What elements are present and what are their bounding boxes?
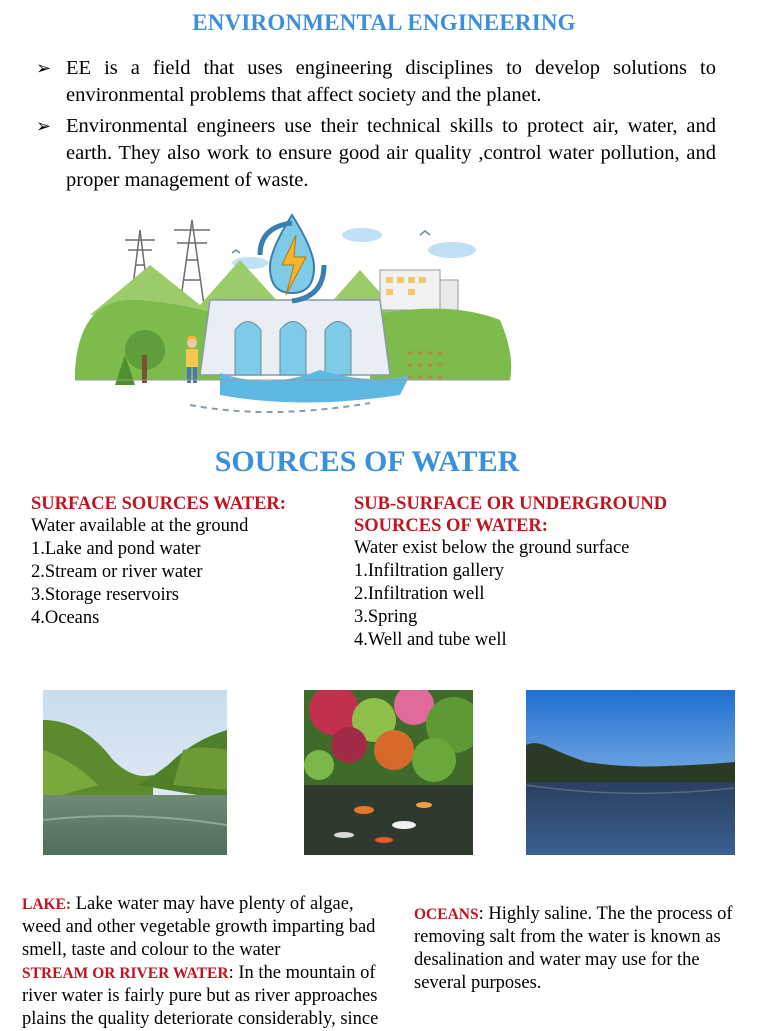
subsurface-sources-column: [354, 493, 734, 652]
list-item: 2.Infiltration well: [354, 584, 485, 604]
list-item: 1.Infiltration gallery: [354, 561, 505, 581]
section-title: SOURCES OF WATER: [214, 445, 520, 478]
bullet-item: [36, 113, 716, 194]
oceans-label: OCEANS: [414, 906, 479, 923]
lake-photo: [526, 690, 735, 855]
surface-intro: Water available at the ground: [31, 516, 249, 536]
list-item: 2.Stream or river water: [31, 562, 203, 582]
surface-heading: SURFACE SOURCES WATER:: [31, 494, 286, 514]
arrow-bullet-icon: ➢: [36, 58, 52, 79]
list-item: 4.Well and tube well: [354, 630, 507, 650]
list-item: 4.Oceans: [31, 608, 100, 628]
lake-text: Lake water may have plenty of algae, weed and other vegetable growth imparting bad smell, taste and colour to the water: [22, 894, 376, 960]
river-valley-photo: [43, 690, 227, 855]
bullet-text: Environmental engineers use their technical skills to protect air, water, and earth. They also work to ensure good air quality ,control water pollution, and proper management of waste.: [66, 115, 716, 191]
lake-label: LAKE:: [22, 896, 72, 913]
oceans-text: : Highly saline. The the process of removing salt from the water is known as desalination and water may use for the several purposes.: [414, 904, 733, 993]
subsurface-heading-line2: SOURCES OF WATER:: [354, 516, 548, 536]
arrow-bullet-icon: ➢: [36, 116, 52, 137]
list-item: 3.Spring: [354, 607, 418, 627]
list-item: 3.Storage reservoirs: [31, 585, 179, 605]
stream-label: STREAM OR RIVER WATER: [22, 965, 229, 982]
subsurface-heading-line1: SUB-SURFACE OR UNDERGROUND: [354, 494, 668, 514]
garden-pond-photo: [304, 690, 473, 855]
surface-sources-column: [31, 493, 331, 630]
hydro-dam-illustration: [70, 205, 520, 420]
subsurface-intro: Water exist below the ground surface: [354, 538, 630, 558]
page-title: ENVIRONMENTAL ENGINEERING: [192, 10, 576, 35]
lake-stream-description: [22, 893, 397, 1031]
intro-bullets: [36, 55, 716, 198]
bullet-text: EE is a field that uses engineering disciplines to develop solutions to environmental problems that affect society and the planet.: [66, 57, 716, 106]
oceans-description: [414, 903, 749, 995]
list-item: 1.Lake and pond water: [31, 539, 201, 559]
stream-text: : In the mountain of river water is fairly pure but as river approaches plains the quality deteriorate considerably, since: [22, 963, 379, 1029]
bullet-item: [36, 55, 716, 109]
